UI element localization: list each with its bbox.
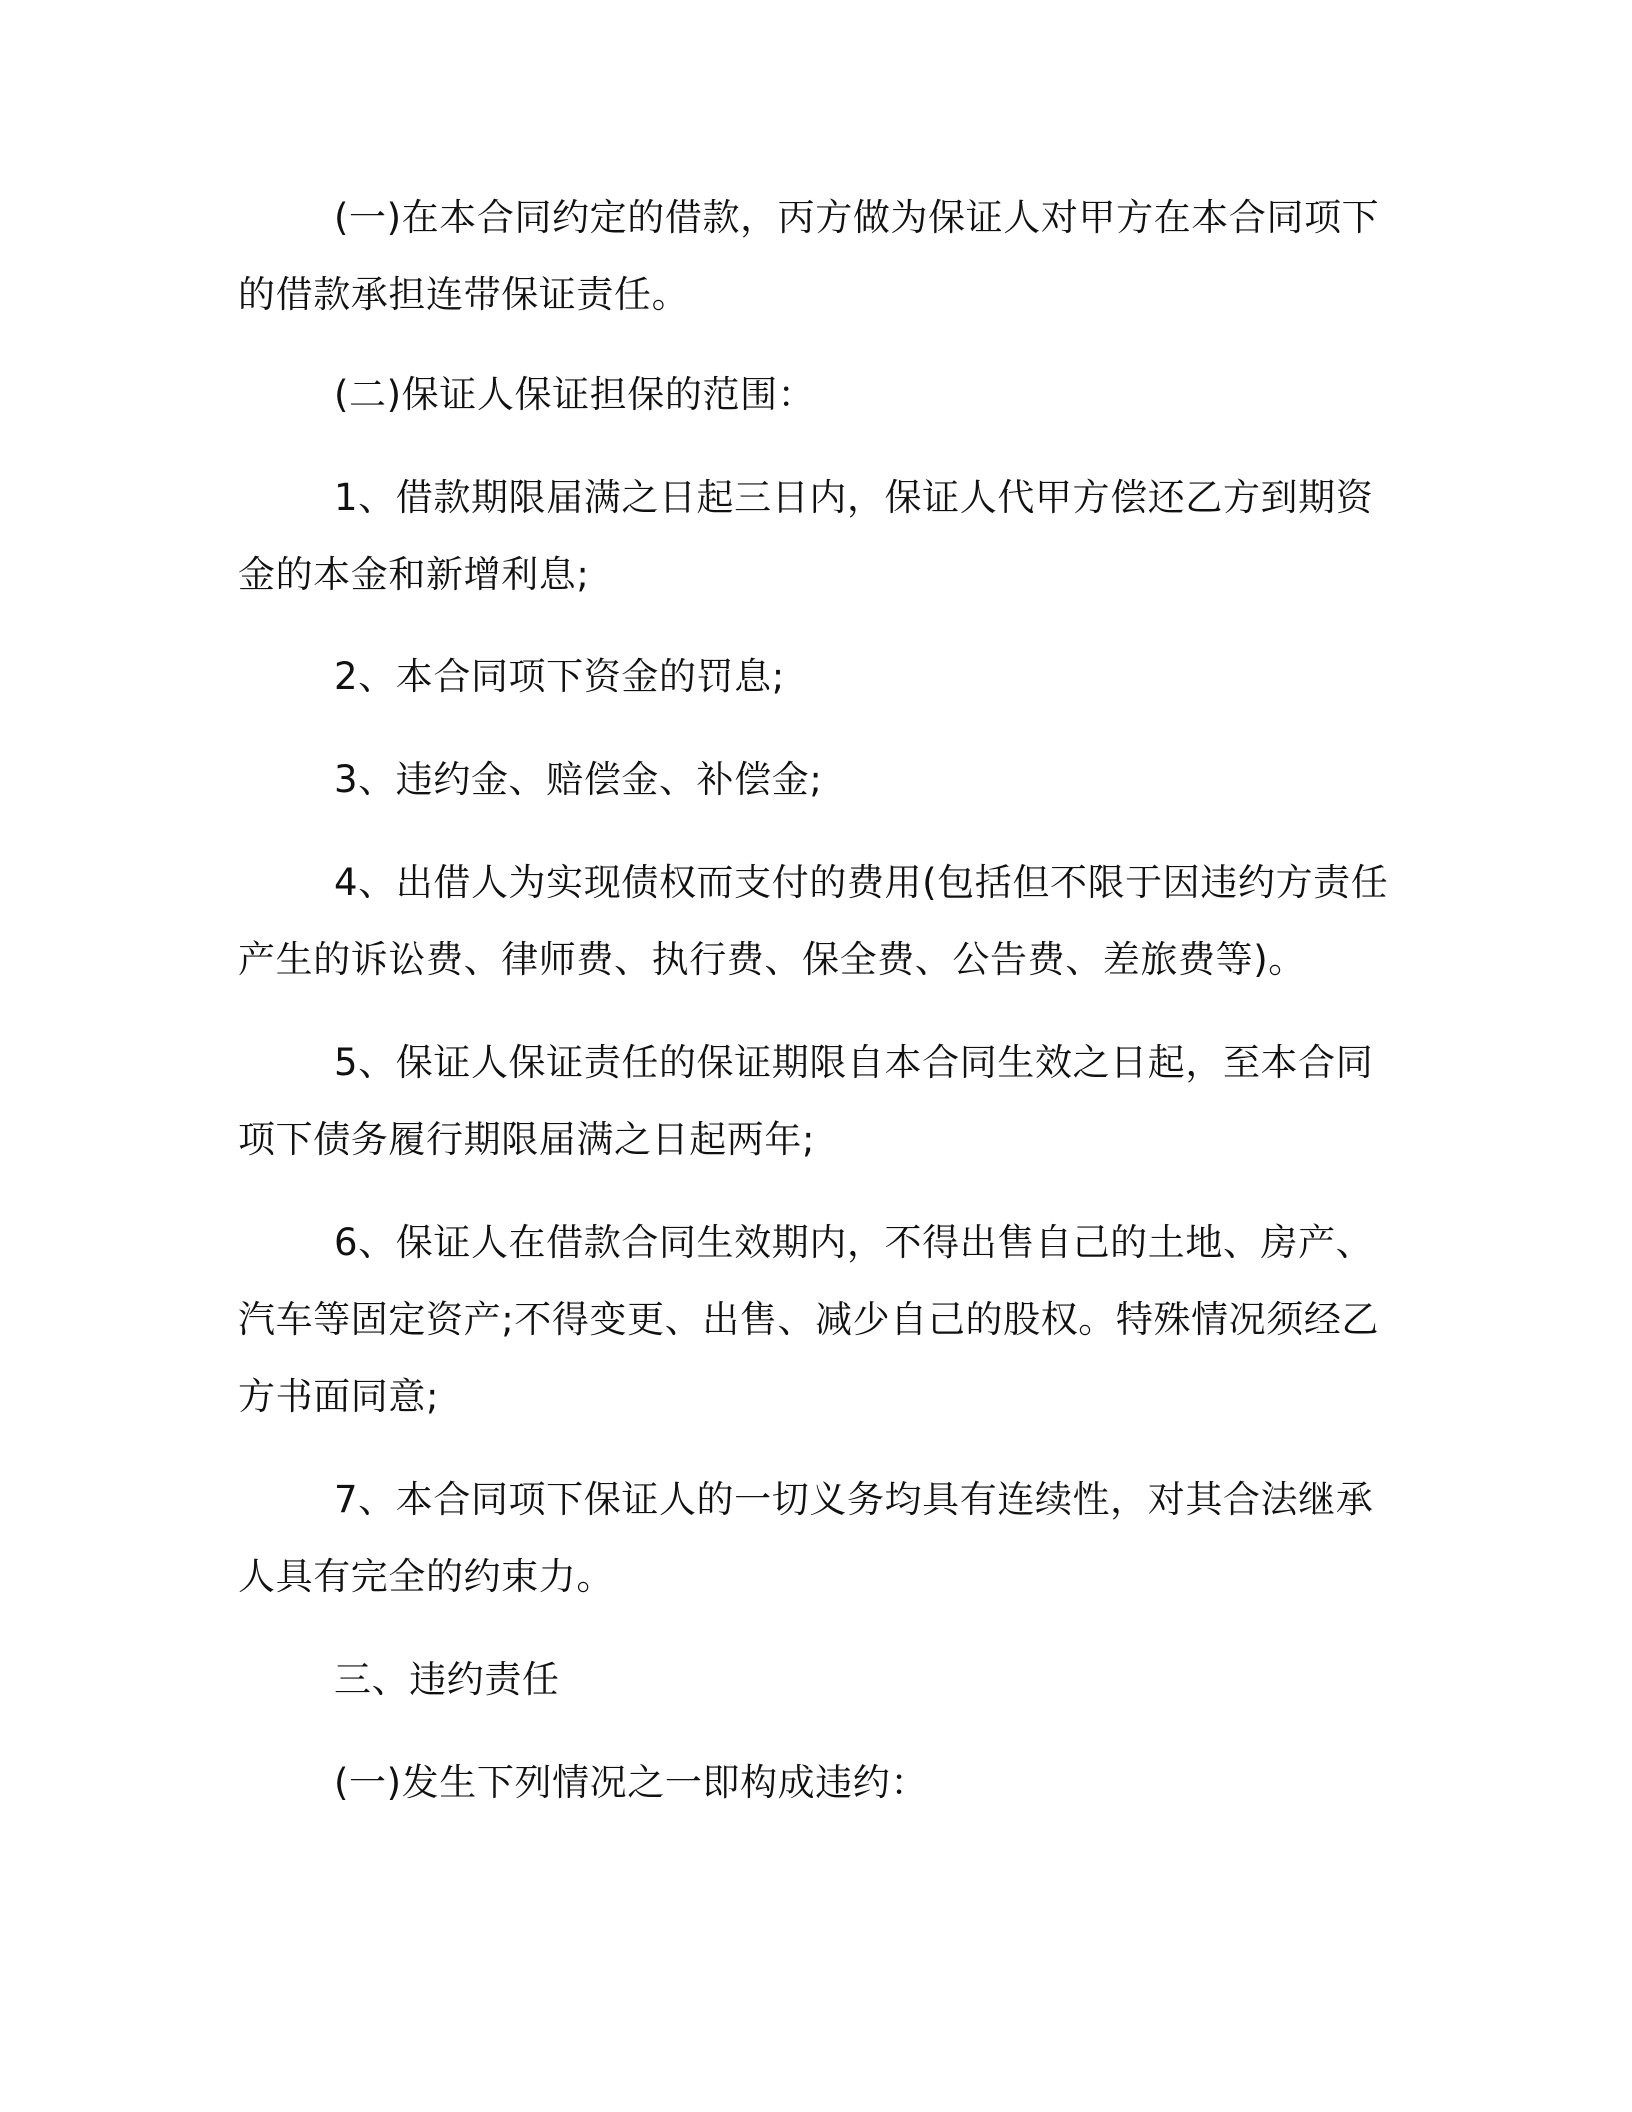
paragraph-guarantee-line-2: 的借款承担连带保证责任。 [238, 273, 690, 316]
item-4-line-1: 4、出借人为实现债权而支付的费用(包括但不限于因违约方责任 [334, 861, 1389, 904]
section-guarantee-scope-heading: (二)保证人保证担保的范围： [334, 373, 816, 416]
item-3: 3、违约金、赔偿金、补偿金; [334, 758, 823, 801]
item-1-line-2: 金的本金和新增利息; [238, 553, 590, 596]
item-2: 2、本合同项下资金的罚息; [334, 655, 785, 698]
item-7-line-1: 7、本合同项下保证人的一切义务均具有连续性，对其合法继承 [334, 1478, 1374, 1521]
item-6-line-3: 方书面同意; [238, 1375, 440, 1418]
item-4-line-2: 产生的诉讼费、律师费、执行费、保全费、公告费、差旅费等)。 [238, 938, 1306, 981]
item-5-line-2: 项下债务履行期限届满之日起两年; [238, 1118, 816, 1161]
item-7-line-2: 人具有完全的约束力。 [238, 1555, 614, 1598]
breach-conditions-heading: (一)发生下列情况之一即构成违约： [334, 1761, 929, 1804]
section-breach-liability-heading: 三、违约责任 [334, 1658, 560, 1701]
item-6-line-1: 6、保证人在借款合同生效期内，不得出售自己的土地、房产、 [334, 1221, 1374, 1264]
item-6-line-2: 汽车等固定资产;不得变更、出售、减少自己的股权。特殊情况须经乙 [238, 1298, 1380, 1341]
item-1-line-1: 1、借款期限届满之日起三日内，保证人代甲方偿还乙方到期资 [334, 476, 1374, 519]
item-5-line-1: 5、保证人保证责任的保证期限自本合同生效之日起，至本合同 [334, 1041, 1374, 1084]
paragraph-guarantee-line-1: (一)在本合同约定的借款，丙方做为保证人对甲方在本合同项下 [334, 196, 1380, 239]
